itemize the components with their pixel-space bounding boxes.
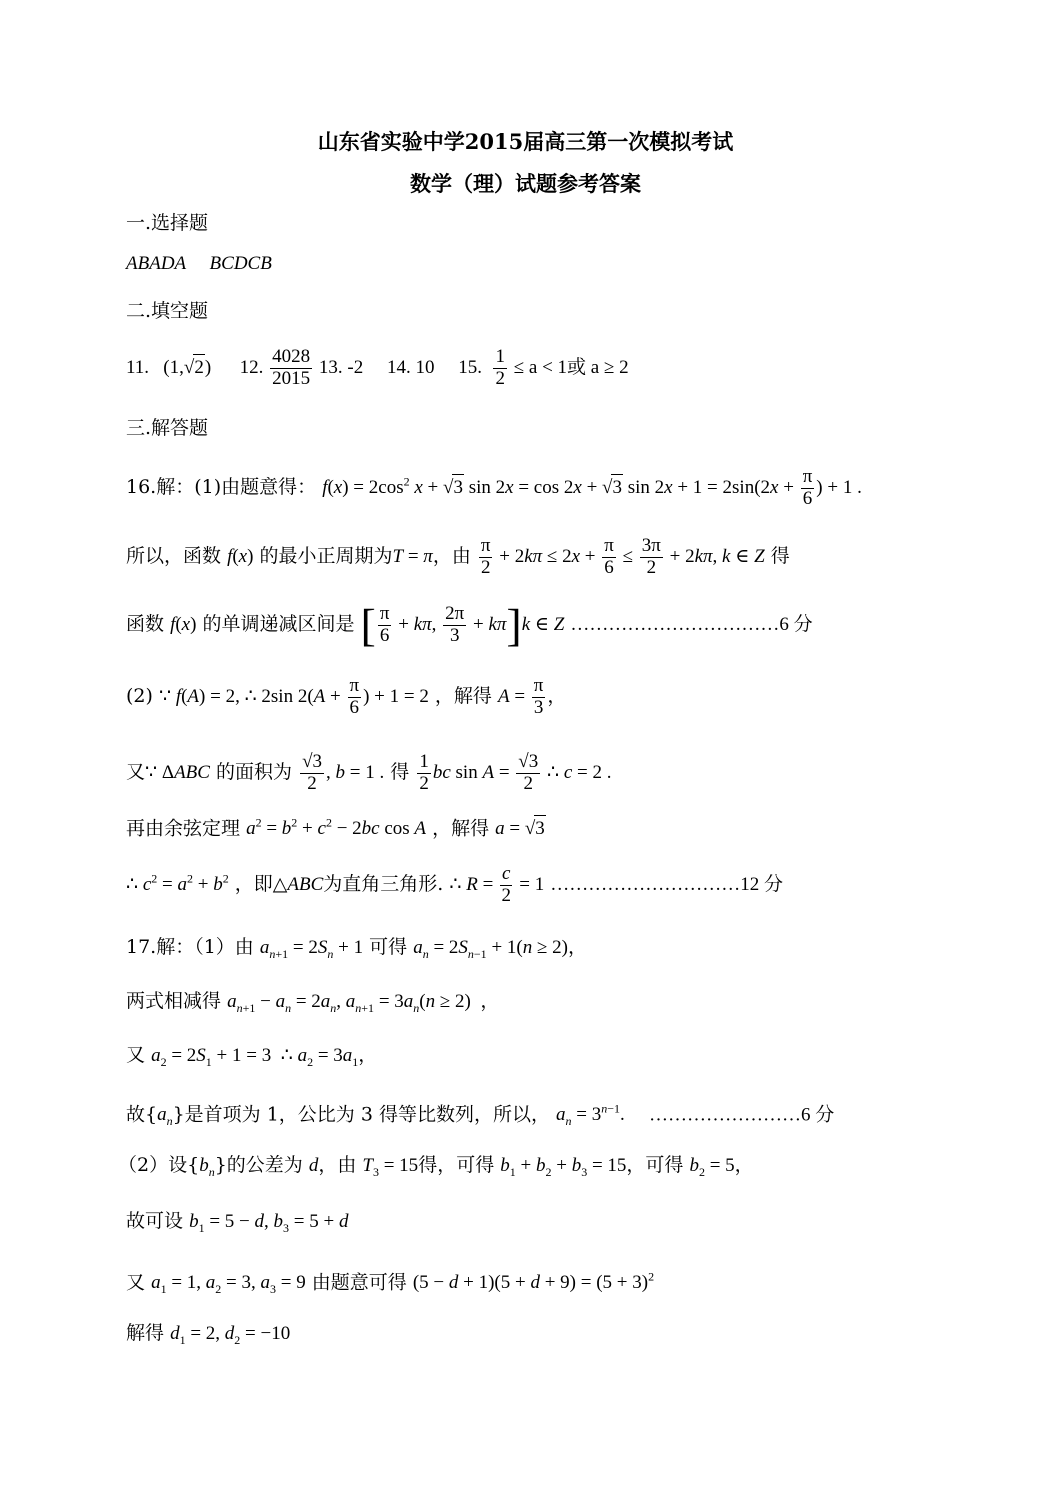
q12-label: 12. <box>239 356 264 378</box>
q17-line-1: 17.解：（1）由 $a_{n+1} = 2S_n + 1$ 可得 $a_n = 2S_{n-1} + 1(n \ge 2)$， <box>126 936 587 961</box>
q16-line-6: 再由余弦定理 $a^2 = b^2 + c^2 - 2bc$ cos A ，解得 a = √3 <box>126 810 546 842</box>
q17-line-5: （2）设$\{b_n\}$的公差为 d，由 $T_3 = 15$得，可得 $b_1 + b_2 + b_3 = 15$，可得 $b_2 = 5$， <box>118 1154 754 1179</box>
page-subtitle: 数学（理）试题参考答案 <box>410 171 641 196</box>
q16-line-7: ∴ $c^2 = a^2 + b^2$ ，即△ABC为直角三角形. ∴ R = $\frac{c}{2}$ = 1 …………………………12 分 <box>126 863 784 906</box>
q17-line-4: 故$\{a_n\}$是首项为 1，公比为 3 得等比数列，所以， $a_n = 3^{n-1}$. ……………………6 分 <box>126 1102 835 1129</box>
q15-label: 15. <box>458 356 482 378</box>
choice-answers: ABADA BCDCB <box>126 253 272 274</box>
q11-answer: (1,√2) <box>163 357 211 378</box>
q15-fraction: $\frac{1}{2}$ <box>495 346 505 389</box>
section-heading-fill: 二.填空题 <box>126 300 209 322</box>
q17-line-3: 又 $a_2 = 2S_1 + 1 = 3$ ∴ $a_2 = 3a_1$， <box>126 1044 378 1069</box>
q16-line-3: 函数 f(x) 的单调递减区间是 [ $\frac{\pi}{6}$ + kπ, $\frac{2\pi}{3}$ + kπ]k ∈ Z ……………………………6 分 <box>126 599 813 651</box>
q14-answer: 14. 10 <box>386 356 435 378</box>
q17-line-2: 两式相减得 $a_{n+1} - a_n = 2a_n$, $a_{n+1} = 3a_n(n \ge 2)$ ， <box>126 990 500 1015</box>
q11-label: 11. <box>126 356 150 378</box>
q17-line-6: 故可设 $b_1 = 5 - d$, $b_3 = 5 + d$ <box>126 1210 349 1235</box>
q16-line-5: 又∵ ΔABC 的面积为 $\frac{√3}{2}$ , b = 1 . 得 $\frac{1}{2}$ bc sin A = $\frac{√3}{2}$ ∴ c = 2 . <box>126 751 612 794</box>
q12-fraction: $\frac{4028}{2015}$ <box>272 346 311 389</box>
fill-answers <box>126 347 629 390</box>
q16-line-2: 所以，函数 f(x) 的最小正周期为T = π，由 $\frac{\pi}{2}$ + 2kπ ≤ 2x + $\frac{\pi}{6}$ ≤ $\frac{3\pi}{2}$ + 2kπ, k ∈ Z 得 <box>126 535 790 578</box>
q13-answer: 13. -2 <box>318 356 364 378</box>
q16-line-4: (2) ∵ f(A) = 2, ∴ 2sin 2(A + $\frac{\pi}{6}$ ) + 1 = 2 ，解得 A = $\frac{\pi}{3}$ ， <box>126 675 567 718</box>
q17-line-8: 解得 $d_1 = 2$, $d_2 = -10$ <box>126 1322 291 1347</box>
q16-line-1: 16.解：(1)由题意得： $f(x) = 2\cos^2$ x + √3 sin 2x = cos 2x + √3 sin 2x + 1 = 2sin(2x + $\frac{\pi}{6}$ ) + 1 . <box>126 466 862 509</box>
q15-answer: ≤ a < 1或 a ≥ 2 <box>513 356 629 378</box>
q17-line-7: 又 $a_1 = 1$, $a_2 = 3$, $a_3 = 9$ 由题意可得 $(5 - d + 1)(5 + d + 9) = (5 + 3)^2$ <box>126 1270 655 1297</box>
section-heading-choice: 一.选择题 <box>126 212 209 234</box>
page-title: 山东省实验中学2015届高三第一次模拟考试 <box>317 129 734 154</box>
section-heading-solve: 三.解答题 <box>126 417 209 439</box>
